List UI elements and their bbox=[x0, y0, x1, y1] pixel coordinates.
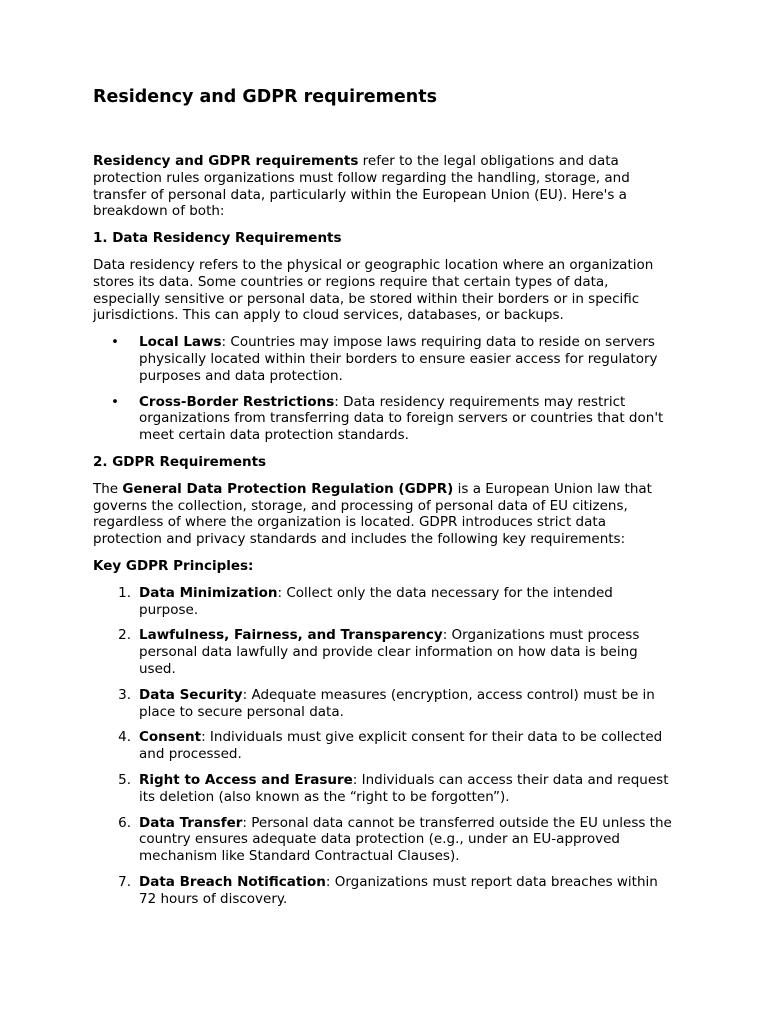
list-item bbox=[93, 687, 675, 721]
list-item bbox=[93, 729, 675, 763]
list-number: 6. bbox=[118, 814, 131, 831]
section-2-prefix: The bbox=[93, 480, 123, 497]
list-item bbox=[93, 815, 675, 865]
list-item bbox=[93, 627, 675, 677]
intro-text: refer to the legal obligations and data protection rules organizations must follow regarding the handling, storage, and transfer of personal data, particularly within the European Union (EU). Here's a breakdown of both: bbox=[93, 153, 630, 220]
list-item-text: : Countries may impose laws requiring data to reside on servers physically located within their borders to ensure easier access for regulatory purposes and data protection. bbox=[139, 334, 658, 384]
list-item-text: : Adequate measures (encryption, access control) must be in place to secure personal data. bbox=[139, 686, 655, 720]
list-item bbox=[93, 334, 675, 384]
section-2-paragraph bbox=[93, 481, 675, 548]
section-1-paragraph: Data residency refers to the physical or geographic location where an organization stores its data. Some countries or regions require that certain types of data, especially sensitive or personal data, be stored within their borders or in specific jurisdictions. This can apply to cloud services, databases, or backups. bbox=[93, 256, 654, 324]
list-item-text: : Individuals can access their data and request its deletion (also known as the “right to be forgotten”). bbox=[139, 771, 669, 805]
list-item-term: Right to Access and Erasure bbox=[139, 771, 353, 788]
document-title: Residency and GDPR requirements bbox=[93, 87, 437, 107]
principles-heading: Key GDPR Principles: bbox=[93, 557, 254, 574]
list-item-term: Data Security bbox=[139, 686, 243, 703]
document-body bbox=[93, 86, 675, 917]
list-item-term: Data Transfer bbox=[139, 814, 243, 831]
list-number: 2. bbox=[118, 627, 131, 644]
list-item bbox=[93, 394, 675, 444]
list-item bbox=[93, 874, 675, 908]
list-item-term: Lawfulness, Fairness, and Transparency bbox=[139, 627, 443, 644]
list-item-term: Data Minimization bbox=[139, 584, 278, 601]
section-2-bold: General Data Protection Regulation (GDPR) bbox=[122, 480, 454, 497]
list-item-term: Consent bbox=[139, 729, 202, 746]
list-item-text: : Organizations must report data breaches within 72 hours of discovery. bbox=[139, 873, 658, 907]
intro-paragraph bbox=[93, 153, 675, 220]
list-item bbox=[93, 772, 675, 806]
list-item-term: Local Laws bbox=[139, 334, 222, 351]
list-number: 4. bbox=[118, 729, 131, 746]
list-item-text: : Organizations must process personal data lawfully and provide clear information on how data is being used. bbox=[139, 627, 640, 677]
list-item-text: : Data residency requirements may restrict organizations from transferring data to foreign servers or countries that don't meet certain data protection standards. bbox=[139, 393, 664, 444]
bullet-marker: • bbox=[111, 393, 119, 410]
list-number: 1. bbox=[118, 584, 131, 601]
list-item bbox=[93, 585, 675, 619]
principles-list bbox=[93, 585, 675, 908]
list-item-text: : Individuals must give explicit consent for their data to be collected and processed. bbox=[139, 729, 663, 763]
list-number: 5. bbox=[118, 771, 131, 788]
list-item-text: : Personal data cannot be transferred outside the EU unless the country ensures adequate data protection (e.g., under an EU-approved mechanism like Standard Contractual Clauses). bbox=[139, 814, 672, 865]
list-item-term: Data Breach Notification bbox=[139, 873, 326, 890]
list-number: 7. bbox=[118, 873, 131, 890]
section-2-heading: 2. GDPR Requirements bbox=[93, 453, 267, 470]
list-number: 3. bbox=[118, 686, 131, 703]
bullet-marker: • bbox=[111, 334, 119, 351]
intro-bold: Residency and GDPR requirements bbox=[93, 153, 359, 169]
residency-bullet-list bbox=[93, 334, 675, 444]
list-item-text: : Collect only the data necessary for the intended purpose. bbox=[139, 584, 613, 618]
section-1-heading: 1. Data Residency Requirements bbox=[93, 230, 342, 247]
section-2-text: is a European Union law that governs the collection, storage, and processing of personal data of EU citizens, regardless of where the organization is located. GDPR introduces strict data protection and privacy standards and includes the following key requirements: bbox=[93, 480, 652, 548]
list-item-term: Cross-Border Restrictions bbox=[139, 393, 335, 410]
